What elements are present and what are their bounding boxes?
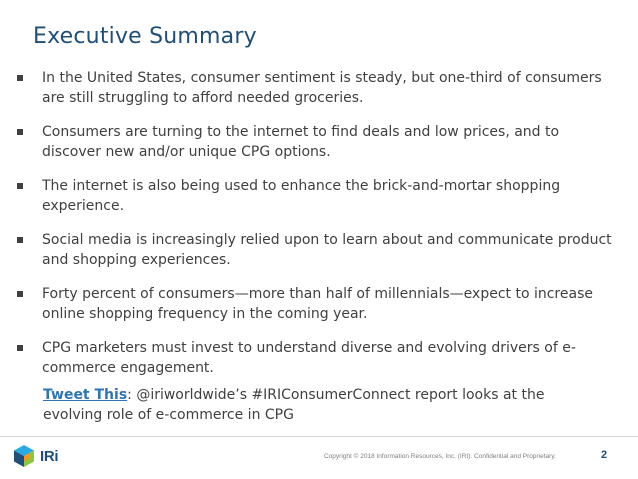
bullet-text: Social media is increasingly relied upon to learn about and communicate product and shopping experiences. [42, 232, 612, 268]
square-bullet-icon [17, 237, 23, 243]
company-logo [12, 444, 58, 468]
logo-wordmark: IRi [40, 447, 59, 465]
square-bullet-icon [17, 345, 23, 351]
square-bullet-icon [17, 129, 23, 135]
bullet-text: In the United States, consumer sentiment is steady, but one-third of consumers are still struggling to afford needed groceries. [42, 70, 602, 106]
page-number: 2 [601, 449, 608, 461]
tweet-text: : @iriworldwide’s #IRIConsumerConnect report looks at the evolving role of e-commerce in CPG [43, 387, 545, 423]
footer-divider [0, 436, 638, 437]
bullet-text: CPG marketers must invest to understand diverse and evolving drivers of e-commerce engagement. [42, 340, 576, 376]
square-bullet-icon [17, 183, 23, 189]
bullet-item [14, 68, 614, 108]
tweet-callout [43, 385, 603, 425]
page-title: Executive Summary [33, 24, 257, 49]
square-bullet-icon [17, 75, 23, 81]
tweet-this-link[interactable]: Tweet This [43, 387, 128, 403]
bullet-item [14, 230, 614, 270]
bullet-item [14, 122, 614, 162]
bullet-item [14, 338, 614, 378]
square-bullet-icon [17, 291, 23, 297]
bullet-text: Consumers are turning to the internet to find deals and low prices, and to discover new and/or unique CPG options. [42, 124, 560, 160]
copyright-notice: Copyright © 2018 Information Resources, Inc. (IRI). Confidential and Proprietary. [324, 453, 556, 460]
bullet-text: Forty percent of consumers—more than half of millennials—expect to increase online shopping frequency in the coming year. [42, 286, 593, 322]
bullet-item [14, 176, 614, 216]
bullet-text: The internet is also being used to enhance the brick-and-mortar shopping experience. [42, 178, 561, 214]
iri-cube-icon [12, 444, 36, 468]
bullet-item [14, 284, 614, 324]
bullet-list [14, 68, 614, 392]
